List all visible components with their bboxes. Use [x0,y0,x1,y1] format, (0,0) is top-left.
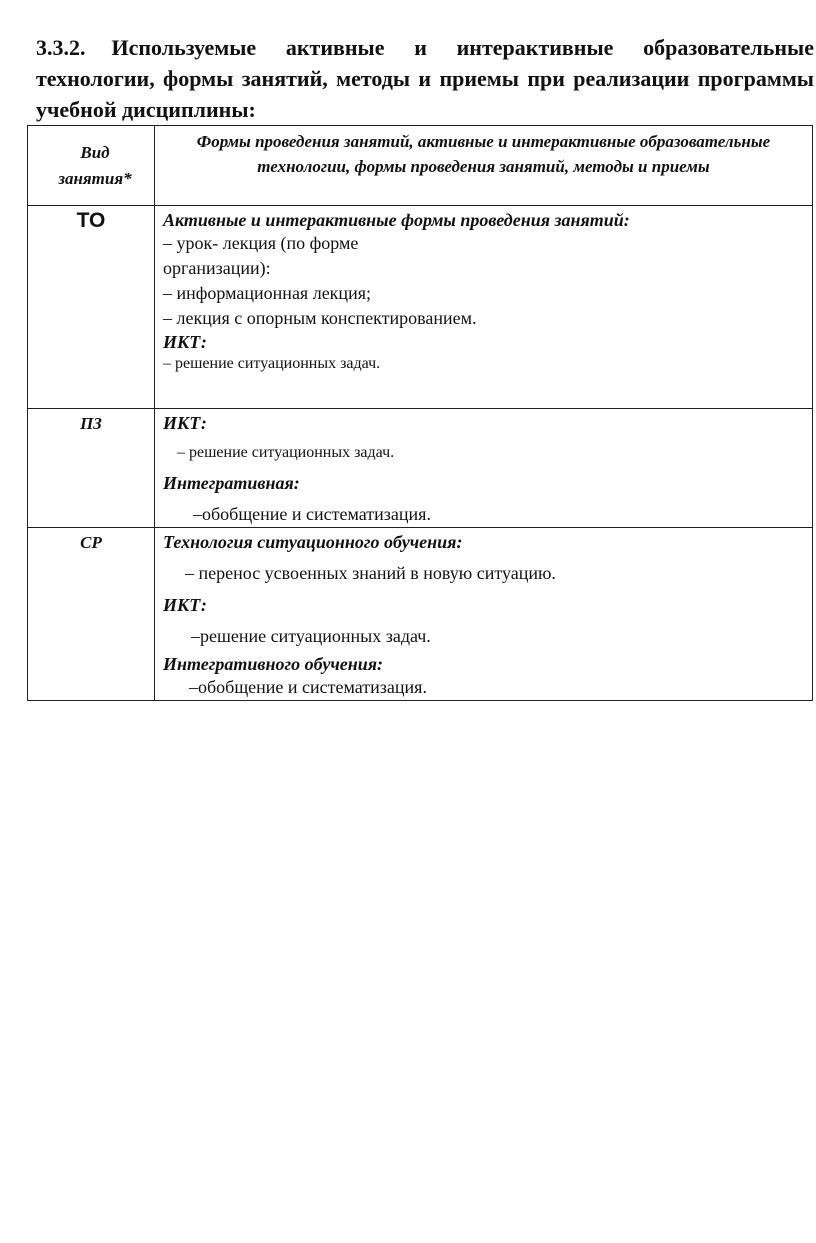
lesson-type-pz: ПЗ [28,409,155,528]
forms-item: организации): [163,258,271,278]
forms-label: Активные и интерактивные формы проведения занятий: [163,210,630,230]
forms-item: – решение ситуационных задач. [163,355,381,372]
forms-item: – урок- лекция (по форме [163,233,359,253]
header-lesson-type-line1: Вид [80,143,110,162]
forms-item: – решение ситуационных задач. [177,444,395,461]
forms-item: – информационная лекция; [163,283,371,303]
forms-label: Интегративного обучения: [163,654,384,674]
header-forms: Формы проведения занятий, активные и интерактивные образовательные технологии, формы проведения занятий, методы и приемы [155,126,813,206]
forms-label: Технология ситуационного обучения: [163,532,463,552]
table-header-row [28,126,813,206]
table-row [28,409,813,528]
forms-item: –обобщение и систематизация. [193,504,431,524]
section-title: Используемые активные и интерактивные образовательные технологии, формы занятий, методы и приемы при реализации программы учебной дисциплины: [36,35,814,122]
forms-item: – перенос усвоенных знаний в новую ситуацию. [185,563,556,583]
lesson-type-to: ТО [28,206,155,409]
lesson-type-sr: СР [28,528,155,701]
forms-label: ИКТ: [163,595,207,615]
header-lesson-type [28,126,155,206]
forms-item: – лекция с опорным конспектированием. [163,308,477,328]
forms-cell-pz [155,409,813,528]
technologies-table [27,125,813,701]
forms-label: ИКТ: [163,332,207,352]
table-row [28,206,813,409]
forms-label: ИКТ: [163,413,207,433]
header-lesson-type-line2: занятия* [58,169,132,188]
section-number: 3.3.2. [36,35,86,60]
section-heading [36,32,814,125]
forms-item: –обобщение и систематизация. [189,677,427,697]
forms-item: –решение ситуационных задач. [191,626,431,646]
forms-cell-sr [155,528,813,701]
table-row [28,528,813,701]
forms-label: Интегративная: [163,473,300,493]
forms-cell-to [155,206,813,409]
